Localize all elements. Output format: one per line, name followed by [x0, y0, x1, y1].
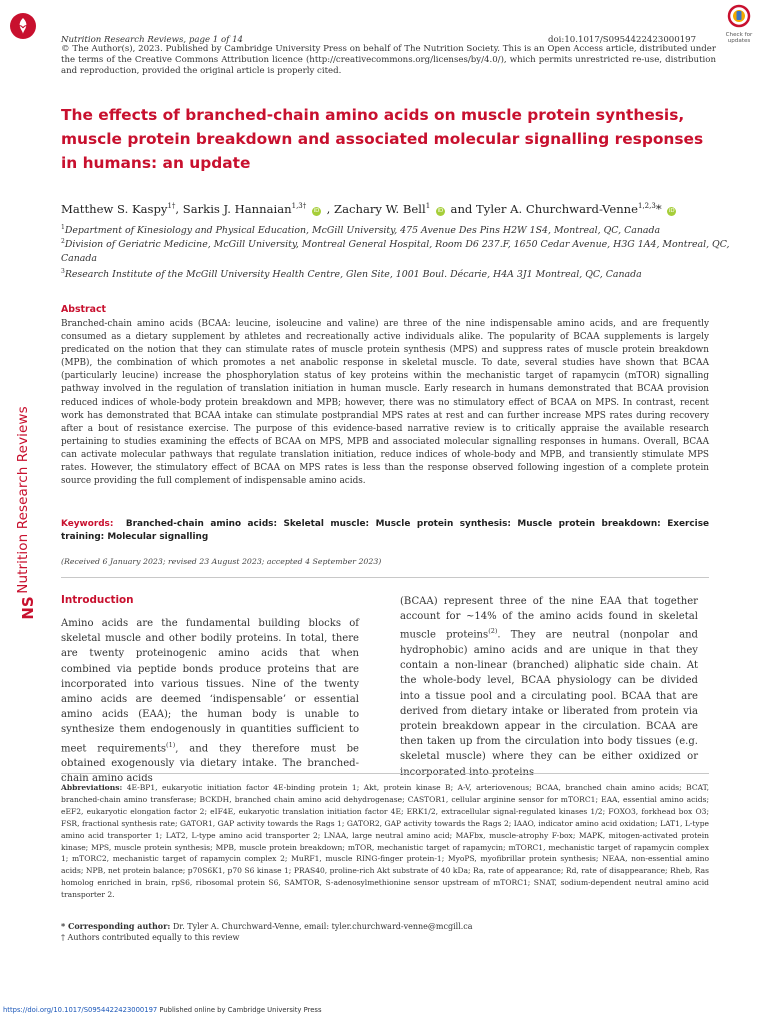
license-statement: © The Author(s), 2023. Published by Cambridge University Press on behalf of The Nutrition Society. This is an Open Access article, distributed under the terms of the Creative Commons Attribution licence (http://creativecommons.org/licenses/by/4.0/), which permits unrestricted re-use, distribution and reproduction, provided the original article is properly cited.	[61, 44, 716, 77]
author-list	[61, 202, 741, 216]
author-separator: ,	[175, 202, 183, 216]
author-name[interactable]: Zachary W. Bell	[334, 202, 426, 216]
affiliation-text: Division of Geriatric Medicine, McGill University, Montreal General Hospital, Room D6 237.F, 1650 Cedar Avenue, H3G 1A4, Montreal, QC, Canada	[61, 239, 730, 265]
check-updates-line2: updates	[727, 38, 751, 45]
divider	[61, 773, 709, 774]
abbreviations-text: 4E-BP1, eukaryotic initiation factor 4E-binding protein 1; Akt, protein kinase B; A-V, arteriovenous; BCAA, branched chain amino acids; BCAT, branched-chain amino transferase; BCKDH, branched chain amino acid dehydrogenase; CASTOR1, cellular arginine sensor for mTORC1; EAA, essential amino acids; eEF2, eukaryotic elongation factor 2; eIF4E, eukaryotic translation initiation factor 4E; ERK1/2, extracellular signal-regulated kinases 1/2; FOXO3, forkhead box O3; FSR, fractional synthesis rate; GATOR1, GAP activity towards the Rags 1; GATOR2, GAP activity towards the Rags 2; IAAO, indicator amino acid oxidation; LAT1, L-type amino acid transporter 1; LAT2, L-type amino acid transporter 2; LNAA, large neutral amino acid; MAFbx, muscle-atrophy F-box; MAPK, mitogen-activated protein kinase; MPS, muscle protein synthesis; MPB, muscle protein breakdown; mTOR, mechanistic target of rapamycin; mTORC1, mechanistic target of rapamycin complex 1; mTORC2, mechanistic target of rapamycin complex 2; MuRF1, muscle RING-finger protein-1; MyoPS, myofibrillar protein synthesis; NEAA, non-essential amino acids; NPB, net protein balance; p70S6K1, p70 S6 kinase 1; PRAS40, proline-rich Akt substrate of 40 kDa; Ra, rate of appearance; Rd, rate of disappearance; Rheb, Ras homolog enriched in brain, rpS6, ribosomal protein S6, SAMTOR, S-adenosylmethionine sensor upstream of mTORC1; SNAT, sodium-dependent neutral amino acid transporter 2.	[61, 783, 709, 900]
affiliation-2	[61, 235, 741, 266]
abbreviations-label: Abbreviations:	[61, 783, 123, 792]
introduction-heading: Introduction	[61, 594, 134, 606]
received-dates: (Received 6 January 2023; revised 23 August 2023; accepted 4 September 2023)	[61, 557, 382, 566]
author-name[interactable]: Sarkis J. Hannaian	[182, 202, 292, 216]
abstract-text: Branched-chain amino acids (BCAA: leucine, isoleucine and valine) are three of the nine indispensable amino acids, and are frequently consumed as a dietary supplement by athletes and recreationally active individuals alike. The popularity of BCAA supplements is largely predicated on the notion that they can stimulate rates of muscle protein synthesis (MPS) and suppress rates of muscle protein breakdown (MPB), the combination of which promotes a net anabolic response in skeletal muscle. To date, several studies have shown that BCAA (particularly leucine) increase the phosphorylation status of key proteins within the mechanistic target of rapamycin (mTOR) signalling pathway involved in the regulation of translation initiation in human muscle. Early research in humans demonstrated that BCAA provision reduced indices of whole-body protein breakdown and MPB; however, there was no stimulatory effect of BCAA on MPS. In contrast, recent work has demonstrated that BCAA intake can stimulate postprandial MPS rates at rest and can further increase MPS rates during recovery after a bout of resistance exercise. The purpose of this evidence-based narrative review is to critically appraise the available research pertaining to studies examining the effects of BCAA on MPS, MPB and associated molecular signalling responses in humans. Overall, BCAA can activate molecular pathways that regulate translation initiation, reduce indices of whole-body and MPB, and transiently stimulate MPS rates. However, the stimulatory effect of BCAA on MPS rates is less than the response observed following ingestion of a complete protein source providing the full complement of indispensable amino acids.	[61, 319, 709, 487]
author-affiliation-sup: 1,3†	[291, 202, 307, 211]
orcid-icon[interactable]: iD	[313, 208, 320, 214]
author-affiliation-sup: 1†	[167, 202, 176, 211]
author-affiliation-sup: 1,2,3	[638, 202, 656, 211]
footer-published-online	[3, 1006, 322, 1014]
affiliation-text: Research Institute of the McGill University Health Centre, Glen Site, 1001 Boul. Décarie, H4A 3J1 Montreal, QC, Canada	[64, 269, 642, 281]
affiliation-text: Department of Kinesiology and Physical Education, McGill University, 475 Avenue Des Pins H2W 1S4, Montreal, QC, Canada	[64, 225, 661, 237]
corresponding-asterisk: *	[655, 202, 662, 216]
orcid-icon[interactable]: iD	[668, 208, 675, 214]
divider	[61, 577, 709, 578]
check-for-updates-button[interactable]	[718, 4, 760, 50]
nutrition-society-ns-mark	[13, 591, 35, 625]
header-doi[interactable]: doi:10.1017/S0954422423000197	[548, 35, 697, 45]
orcid-icon[interactable]: iD	[437, 208, 444, 214]
body-text: Amino acids are the fundamental building blocks of skeletal muscle and other bodily proteins. In total, there are twenty proteinogenic amino acids that when combined via peptide bonds produce proteins that are incorporated into various tissues. Nine of the twenty amino acids are deemed ‘indispensable’ or essential amino acids (EAA); the human body is unable to synthesize them endogenously in quantities sufficient to meet requirements	[61, 618, 359, 754]
check-for-updates-icon	[727, 4, 751, 30]
body-column-right	[400, 594, 698, 780]
check-updates-line1: Check for	[725, 32, 753, 38]
affiliation-sup: 1	[61, 224, 65, 231]
article-title: The effects of branched-chain amino acids on muscle protein synthesis, muscle protein breakdown and associated molecular signalling responses in humans: an update	[61, 106, 704, 172]
keywords	[61, 518, 709, 544]
corresponding-author-note	[61, 921, 473, 931]
affiliation-sup: 2	[61, 238, 65, 245]
body-text: , and they therefore must be obtained exogenously via dietary intake. The branched-chain amino acids	[61, 742, 359, 785]
affiliation-3	[61, 265, 741, 282]
nutrition-research-reviews-logo	[9, 12, 37, 40]
footer-published-text: Published online by Cambridge University Press	[157, 1006, 322, 1014]
footer-doi-link[interactable]: https://doi.org/10.1017/S0954422423000197	[3, 1006, 158, 1014]
body-column-left	[61, 616, 359, 787]
abbreviations-block	[61, 782, 709, 901]
author-separator: ,	[322, 202, 335, 216]
corresponding-author-text: Dr. Tyler A. Churchward-Venne, email: tyler.churchward-venne@mcgill.ca	[170, 922, 473, 931]
keywords-label: Keywords:	[61, 519, 114, 529]
author-name[interactable]: Matthew S. Kaspy	[61, 202, 168, 216]
header-journal-line: Nutrition Research Reviews, page 1 of 14	[61, 35, 244, 45]
author-separator: and	[446, 202, 477, 216]
body-text: . They are neutral (nonpolar and hydrophobic) amino acids and are unique in that they contain a non-linear (branched) aliphatic side chain. At the whole-body level, BCAA physiology can be divided into a tissue pool and a circulating pool. BCAA that are derived from dietary intake or liberated from protein via protein breakdown appear in the circulation. BCAA are then taken up from the circulation into body tissues (e.g. skeletal muscle) where they can be either oxidized or incorporated into proteins	[400, 629, 698, 778]
ns-mark-letters: NS	[19, 596, 37, 620]
citation-ref[interactable]: (1)	[166, 740, 176, 749]
keywords-text: Branched-chain amino acids: Skeletal muscle: Muscle protein synthesis: Muscle protein breakdown: Exercise training: Molecular signalling	[61, 519, 709, 543]
author-affiliation-sup: 1	[425, 202, 431, 211]
abstract-heading: Abstract	[61, 304, 107, 315]
corresponding-author-label: * Corresponding author:	[61, 921, 171, 931]
author-name[interactable]: Tyler A. Churchward-Venne	[476, 202, 638, 216]
equal-contribution-note: † Authors contributed equally to this review	[61, 933, 240, 942]
affiliation-sup: 3	[61, 268, 65, 275]
body-text: (BCAA) represent three of the nine EAA that together account for ~14% of the amino acids found in skeletal muscle proteins	[400, 596, 698, 641]
citation-ref[interactable]: (2)	[488, 627, 498, 636]
